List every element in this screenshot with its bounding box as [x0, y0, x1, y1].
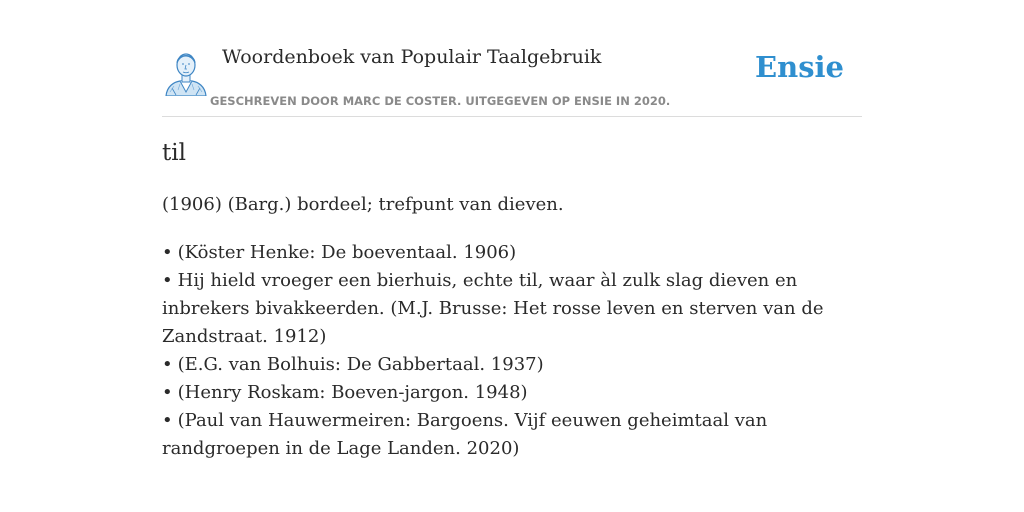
quote-item	[162, 239, 862, 267]
author-portrait-icon	[162, 46, 210, 96]
entry-term: til	[162, 140, 186, 166]
byline: GESCHREVEN DOOR MARC DE COSTER. UITGEGEVEN OP ENSIE IN 2020.	[210, 94, 671, 108]
quote-text: (Paul van Hauwermeiren: Bargoens. Vijf eeuwen geheimtaal van randgroepen in de Lage Landen. 2020)	[162, 410, 768, 459]
bullet: •	[162, 382, 173, 403]
bullet: •	[162, 410, 173, 431]
bullet: •	[162, 354, 173, 375]
entry-definition: (1906) (Barg.) bordeel; trefpunt van dieven.	[162, 194, 564, 215]
quote-list	[162, 239, 862, 463]
quote-text: (Henry Roskam: Boeven-jargon. 1948)	[177, 382, 528, 403]
header	[162, 40, 862, 117]
bullet: •	[162, 242, 173, 263]
bullet: •	[162, 270, 173, 291]
quote-item	[162, 379, 862, 407]
quote-text: (Köster Henke: De boeventaal. 1906)	[177, 242, 517, 263]
quote-item	[162, 351, 862, 379]
quote-text: Hij hield vroeger een bierhuis, echte til, waar àl zulk slag dieven en inbrekers bivakkeerden. (M.J. Brusse: Het rosse leven en sterven van de Zandstraat. 1912)	[162, 270, 824, 347]
quote-item	[162, 407, 862, 463]
book-title[interactable]: Woordenboek van Populair Taalgebruik	[222, 46, 602, 68]
ensie-logo[interactable]: Ensie	[755, 50, 844, 84]
quote-text: (E.G. van Bolhuis: De Gabbertaal. 1937)	[177, 354, 544, 375]
quote-item	[162, 267, 862, 351]
